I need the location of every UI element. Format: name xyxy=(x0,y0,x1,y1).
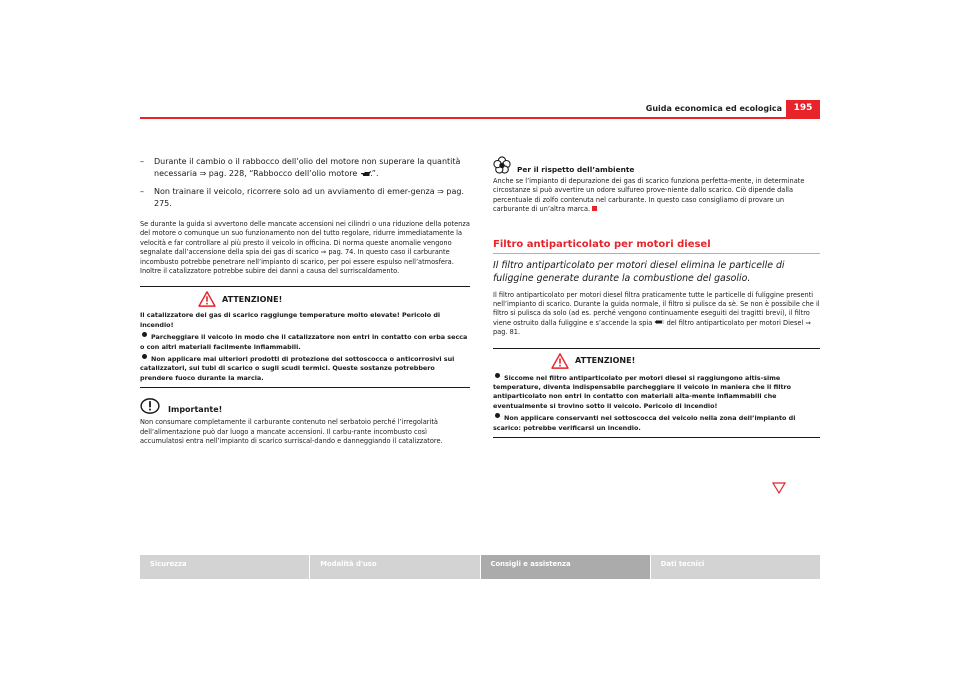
section-text-a: Il filtro antiparticolato per motori diesel filtra praticamente tutte le particelle di fuliggine presenti nell’impianto di scarico. Durante la guida normale, il filtro si pulisce da sè. Se non è possibile che il filtro si pulisca da solo (ad es. perché vengono continuamente eseguiti dei tragitti brevi), il filtro viene ostruito dalla fuliggine e s’accende la spia xyxy=(493,290,820,327)
warning-bullet xyxy=(140,332,470,352)
list-dash: – xyxy=(140,157,144,166)
important-title: Importante! xyxy=(168,405,223,415)
warning-bullet xyxy=(493,413,820,433)
warning-bullet-text: Parcheggiare il veicolo in modo che il catalizzatore non entri in contatto con erba secca o con altri materiali facilmente infiammabili. xyxy=(140,333,468,351)
environment-title: Per il rispetto dell’ambiente xyxy=(517,165,635,174)
list-item xyxy=(140,186,470,210)
next-page-arrow-icon[interactable] xyxy=(772,482,786,494)
environment-text xyxy=(493,177,820,215)
warning-header xyxy=(493,353,820,369)
warning-bullet xyxy=(493,373,820,412)
header-rule xyxy=(140,117,820,119)
body-paragraph: Se durante la guida si avvertono delle mancate accensioni nei cilindri o una riduzione della potenza del motore o comunque un suo funzionamento non del tutto regolare, ridurre immediatamente la velocità e far controllare al più presto il veicolo in officina. Di norma queste anomalie vengono segnalate dall’accensione della spia dei gas di scarico ⇒ pag. 74. In questo caso il carburante incombusto potrebbe penetrare nell’impianto di scarico, per poi essere espulso nell’atmosfera. Inoltre il catalizzatore potrebbe subire dei danni a causa del surriscaldamento. xyxy=(140,220,470,276)
bullet-dot xyxy=(495,413,500,418)
warning-box xyxy=(140,286,470,388)
bullet-dot xyxy=(142,354,147,359)
section-text-b: del filtro antiparticolato per motori Diesel ⇒ pag. 81. xyxy=(493,318,811,337)
page-number: 195 xyxy=(786,100,820,117)
footer-tab-consigli-assistenza[interactable]: Consigli e assistenza xyxy=(481,555,650,579)
oil-can-icon xyxy=(360,170,372,177)
warning-box xyxy=(493,348,820,438)
section-intro: Il filtro antiparticolato per motori diesel elimina le particelle di fuliggine generate durante la combustione del gasolio. xyxy=(493,259,785,284)
section-end-marker xyxy=(592,206,597,211)
footer-tab-dati-tecnici[interactable]: Dati tecnici xyxy=(651,555,820,579)
footer-tab-sicurezza[interactable]: Sicurezza xyxy=(140,555,309,579)
bullet-dot xyxy=(142,332,147,337)
section-heading: Filtro antiparticolato per motori diesel xyxy=(493,239,820,254)
warning-triangle-icon xyxy=(198,291,216,307)
warning-triangle-icon xyxy=(551,353,569,369)
list-item-text: Durante il cambio o il rabbocco dell’olio del motore non superare la quantità necessaria ⇒ pag. 228, “Rabbocco dell’olio motore xyxy=(154,157,461,178)
warning-title: ATTENZIONE! xyxy=(575,356,636,366)
section-text xyxy=(493,291,820,338)
list-item xyxy=(140,156,470,180)
warning-intro: Il catalizzatore dei gas di scarico raggiunge temperature molto elevate! Pericolo di incendio! xyxy=(140,311,441,329)
left-column xyxy=(140,156,470,453)
warning-bullet xyxy=(140,354,470,383)
page-header-title: Guida economica ed ecologica xyxy=(645,104,782,113)
footer-nav xyxy=(140,555,820,579)
list-item-text: Non trainare il veicolo, ricorrere solo ad un avviamento di emer-genza ⇒ pag. 275. xyxy=(154,187,465,208)
warning-bullet-text: Non applicare mai ulteriori prodotti di protezione del sottoscocca o anticorrosivi sui catalizzatori, sui tubi di scarico o sugli scudi termici. Queste sostanze potrebbero prendere fuoco durante la marcia. xyxy=(140,355,455,382)
particle-filter-icon xyxy=(654,319,664,325)
important-header xyxy=(140,398,470,414)
environment-header xyxy=(493,156,820,174)
warning-bullet-text: Siccome nel filtro antiparticolato per motori diesel si raggiungono altis-sime temperature, diventa indispensabile parcheggiare il veicolo in maniera che il filtro antiparticolato non entri in contatto con materiali alta-mente infiammabili che eventualmente si trovino sotto il veicolo. Pericolo di incendio! xyxy=(493,373,792,410)
warning-bullet-text: Non applicare conservanti nel sottoscocca del veicolo nella zona dell’impianto di scarico: potrebbe verificarsi un incendio. xyxy=(493,414,796,432)
bullet-dot xyxy=(495,373,500,378)
list-item-text-end: ”. xyxy=(371,169,379,178)
environment-text-body: Anche se l’impianto di depurazione dei gas di scarico funziona perfetta-mente, in determinate circostanze si può avvertire un odore sulfureo prove-niente dallo scarico. Ciò dipende dalla percentuale di zolfo contenuta nel carburante. In questo caso consigliamo di provare un carburante di un’altra marca. xyxy=(493,177,805,214)
environment-flower-icon xyxy=(493,156,511,174)
warning-header xyxy=(140,291,470,307)
list-dash: – xyxy=(140,187,144,196)
important-exclamation-icon xyxy=(140,398,160,414)
footer-tab-modalita-uso[interactable]: Modalità d'uso xyxy=(310,555,479,579)
right-column xyxy=(493,156,820,446)
warning-title: ATTENZIONE! xyxy=(222,294,283,304)
important-text: Non consumare completamente il carburante contenuto nel serbatoio perché l’irregolarità dell’alimentazione può dar luogo a mancate accensioni. Il carbu-rante incombusto così accumulatosi entra nell’impianto di scarico surriscal-dando e danneggiando il catalizzatore. xyxy=(140,418,443,446)
